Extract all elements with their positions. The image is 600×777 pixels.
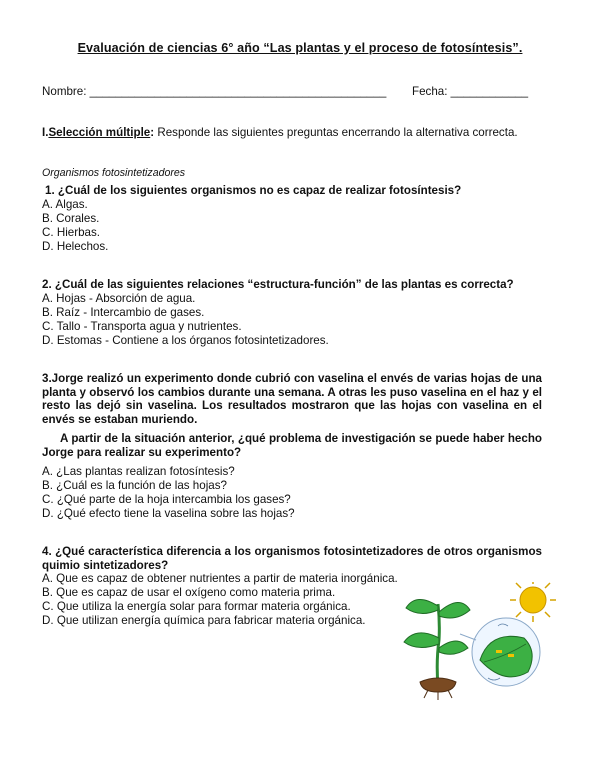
name-field-label: Nombre: ______________________________________________ xyxy=(42,85,387,98)
subtopic-label: Organismos fotosintetizadores xyxy=(42,167,186,179)
question-3-option-c[interactable]: C. ¿Qué parte de la hoja intercambia los gases? xyxy=(42,493,291,506)
question-4-stem: 4. ¿Qué característica diferencia a los organismos fotosintetizadores de otros organismos quimio sintetizadores? xyxy=(42,545,542,572)
section-name: Selección múltiple xyxy=(48,126,151,139)
date-field-label: Fecha: ____________ xyxy=(412,85,529,98)
question-2-option-d[interactable]: D. Estomas - Contiene a los órganos fotosintetizadores. xyxy=(42,334,329,347)
sun-icon xyxy=(510,582,556,622)
question-1-option-a[interactable]: A. Algas. xyxy=(42,198,88,211)
plant-illustration xyxy=(398,582,558,702)
section-colon: : xyxy=(150,126,155,139)
question-2-stem: 2. ¿Cuál de las siguientes relaciones “estructura-función” de las plantas es correcta? xyxy=(42,278,514,291)
question-4-option-b[interactable]: B. Que es capaz de usar el oxígeno como materia prima. xyxy=(42,586,336,599)
leaf-magnified-illustration xyxy=(460,618,540,686)
question-2-option-c[interactable]: C. Tallo - Transporta agua y nutrientes. xyxy=(42,320,242,333)
question-1-option-d[interactable]: D. Helechos. xyxy=(42,240,109,253)
question-1-stem: 1. ¿Cuál de los siguientes organismos no es capaz de realizar fotosíntesis? xyxy=(45,184,462,197)
plant-icon xyxy=(404,599,470,700)
section-number: I. xyxy=(42,126,49,139)
question-3-option-b[interactable]: B. ¿Cuál es la función de las hojas? xyxy=(42,479,227,492)
question-4-option-d[interactable]: D. Que utilizan energía química para fabricar materia orgánica. xyxy=(42,614,366,627)
question-1-option-b[interactable]: B. Corales. xyxy=(42,212,100,225)
question-3-prompt: A partir de la situación anterior, ¿qué problema de investigación se puede haber hecho Jorge para realizar su experimento? xyxy=(42,432,542,459)
section-instruction: Responde las siguientes preguntas encerrando la alternativa correcta. xyxy=(154,126,518,139)
page-title: Evaluación de ciencias 6° año “Las plantas y el proceso de fotosíntesis”. xyxy=(77,41,523,55)
question-3-option-a[interactable]: A. ¿Las plantas realizan fotosíntesis? xyxy=(42,465,235,478)
question-3-option-d[interactable]: D. ¿Qué efecto tiene la vaselina sobre las hojas? xyxy=(42,507,295,520)
question-2-option-b[interactable]: B. Raíz - Intercambio de gases. xyxy=(42,306,205,319)
question-1-option-c[interactable]: C. Hierbas. xyxy=(42,226,100,239)
section-heading xyxy=(42,126,518,140)
question-4-option-a[interactable]: A. Que es capaz de obtener nutrientes a partir de materia inorgánica. xyxy=(42,572,398,585)
question-4-option-c[interactable]: C. Que utiliza la energía solar para formar materia orgánica. xyxy=(42,600,351,613)
question-2-option-a[interactable]: A. Hojas - Absorción de agua. xyxy=(42,292,196,305)
question-3-stem: 3.Jorge realizó un experimento donde cubrió con vaselina el envés de varias hojas de una planta y observó los cambios durante una semana. A otras les puso vaselina en el haz y el resto las dejó sin vaselina. Los resultados mostraron que las hojas con vaselina en el envés se estaban muriendo. xyxy=(42,372,542,426)
